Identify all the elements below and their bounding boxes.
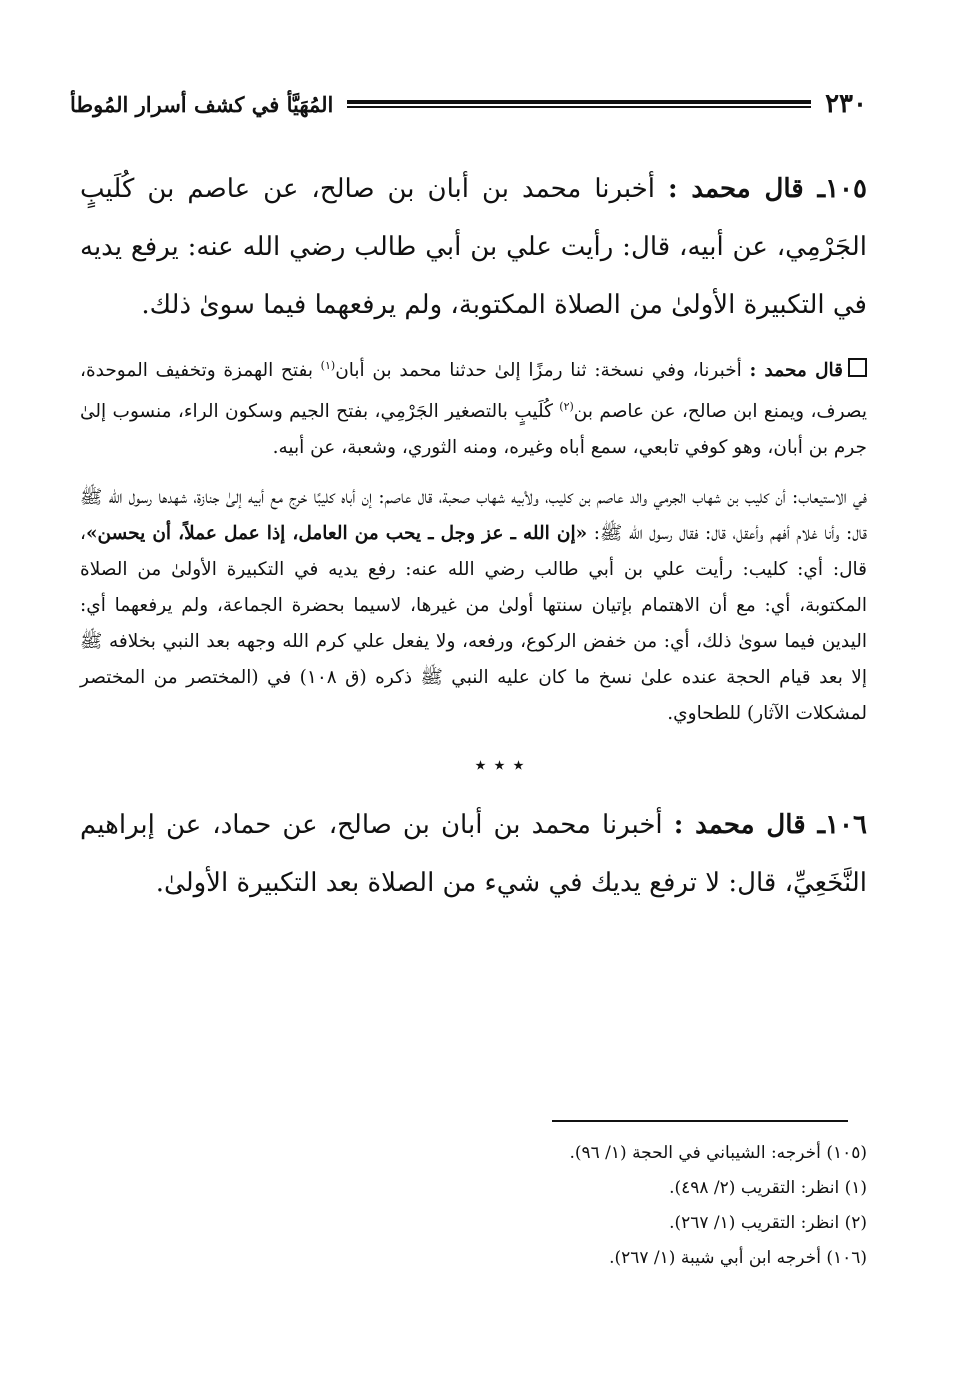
hadith-105-lead: ١٠٥ـ قال محمد :	[667, 174, 867, 204]
footnote-ref-1: (١)	[320, 359, 336, 372]
hadith-106-text: أخبرنا محمد بن أبان بن صالح، عن حماد، عن إبراهيم النَّخَعِيِّ، قال: لا ترفع يديك في شيء من الصلاة بعد التكبيرة الأولىٰ.	[80, 810, 867, 899]
footnote-item: (١٠٥) أخرجه: الشيباني في الحجة (١/ ٩٦).	[569, 1143, 867, 1163]
section-separator: ٭ ٭ ٭	[474, 753, 525, 779]
prophetic-quote: «إن الله ـ عز وجل ـ يحب من العامل، إذا عمل عملاً، أن يحسن»	[85, 523, 588, 545]
commentary-1-part-2: بفتح الهمزة وتخفيف الموحدة، يصرف، ويمنع ابن صالح، عن عاصم بن	[80, 360, 868, 423]
commentary-2-part-2: ، قال: أي: كليب: رأيت علي بن أبي طالب رضي الله عنه: رفع يديه في التكبيرة الأولىٰ من الصلاة المكتوبة، أي: مع أن الاهتمام بإتيان سنتها أولىٰ من غيرها، لاسيما بحضرة الجماعة، ولم يرفعهما أي: اليدين فيما سوىٰ ذلك، أي: من خفض الركوع، ورفعه، ولا يفعل علي كرم الله وجهه بعد النبي بخلافه ﷺ إلا بعد قيام الحجة عنده علىٰ نسخ ما كان عليه النبي ﷺ ذكره (ق ١٠٨) في (المختصر من المختصر لمشكلات الآثار) للطحاوي.	[80, 523, 867, 725]
page-number: ٢٣٠	[825, 89, 867, 119]
commentary-lead: قال محمد :	[749, 360, 843, 382]
running-title: المُهَيَّأ في كشف أسرار المُوطأ	[70, 91, 334, 117]
footnote-item: (٢) انظر: التقريب (١/ ٢٦٧).	[669, 1213, 867, 1233]
footnote-rule	[552, 1120, 848, 1122]
footnote-item: (١) انظر: التقريب (٢/ ٤٩٨).	[669, 1178, 867, 1198]
footnotes	[80, 1136, 867, 1276]
square-marker-icon	[848, 358, 867, 377]
commentary-paragraph-1	[80, 348, 867, 466]
header-rule	[347, 100, 811, 108]
commentary-1-part-3: كُلَيبٍ بالتصغير الجَرْمِي، بفتح الجيم وسكون الراء، منسوب إلىٰ جرم بن أبان، وهو كوفي تابعي، سمع أباه وغيره، ومنه الثوري، وشعبة، عن أبيه.	[80, 401, 867, 459]
hadith-106-lead: ١٠٦ـ قال محمد :	[673, 810, 867, 841]
commentary-1-part-1: أخبرنا، وفي نسخة: ثنا رمزًا إلىٰ حدثنا محمد بن أبان	[335, 360, 750, 382]
hadith-105-text: أخبرنا محمد بن أبان بن صالح، عن عاصم بن كُلَيبٍ الجَرْمِي، عن أبيه، قال: رأيت علي بن أبي طالب رضي الله عنه: يرفع يديه في التكبيرة الأولىٰ من الصلاة المكتوبة، ولم يرفعهما فيما سوىٰ ذلك.	[80, 174, 867, 320]
page-body	[80, 160, 867, 912]
page-header	[70, 86, 867, 122]
hadith-106	[80, 796, 867, 912]
footnote-ref-2: (٢)	[559, 400, 574, 414]
footnote-item: (١٠٦) أخرجه ابن أبي شيبة (١/ ٢٦٧).	[609, 1248, 867, 1268]
commentary-paragraph-2	[80, 480, 867, 732]
commentary-2-part-1: في الاستيعاب: أن كليب بن شهاب الجرمي والد عاصم بن كليب، ولأبيه شهاب صحبة، قال عاصم: إن أباه كليبًا خرج مع أبيه إلىٰ جنازة، شهدها رسول الله ﷺ قال: وأنا غلام أفهم وأعقل، قال: فقال رسول الله ﷺ:	[80, 487, 867, 545]
hadith-105	[80, 160, 867, 334]
